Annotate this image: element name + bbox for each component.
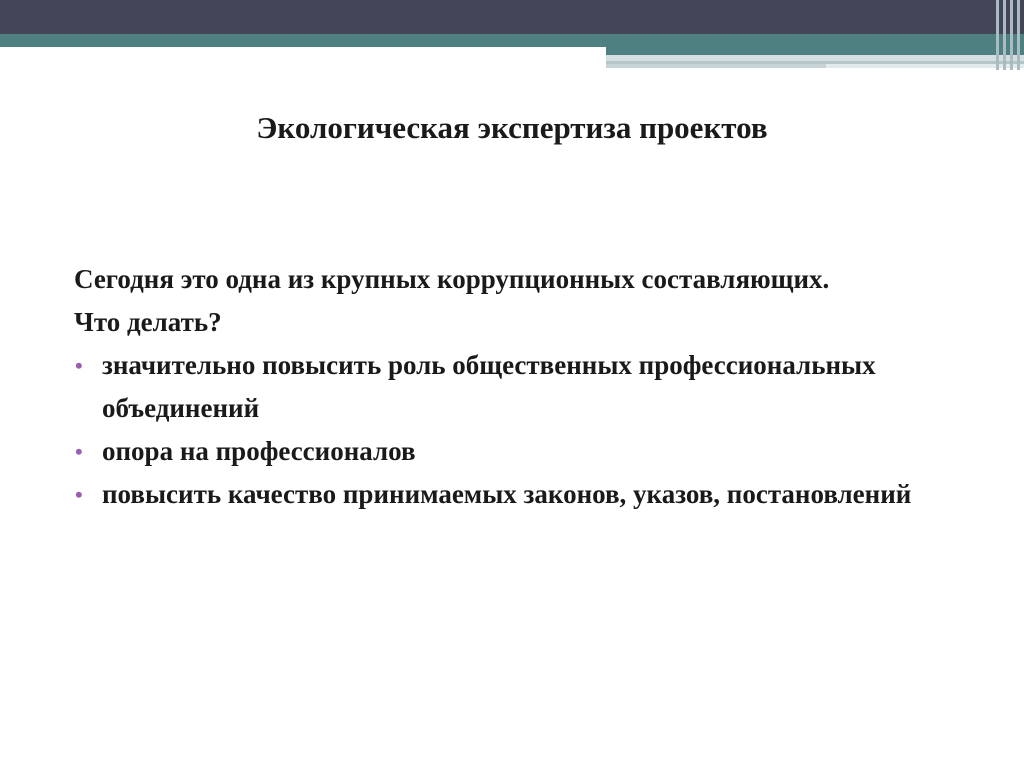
bullet-icon: • [75, 353, 83, 378]
bullet-icon: • [75, 439, 83, 464]
bullet-list [74, 344, 934, 516]
corner-stripes [994, 0, 1024, 70]
teal-band [0, 34, 1024, 47]
bullet-icon: • [75, 482, 83, 507]
bullet-item [74, 473, 934, 516]
bullet-text: опора на профессионалов [102, 436, 416, 466]
body-paragraph: Что делать? [74, 307, 222, 337]
slide-body [74, 258, 934, 516]
top-dark-band [0, 0, 1024, 34]
body-paragraph: Сегодня это одна из крупных коррупционных составляющих. [74, 264, 830, 294]
teal-step-band [606, 47, 1024, 55]
light-band-short [606, 64, 826, 68]
bullet-item [74, 344, 934, 430]
bullet-item [74, 430, 934, 473]
bullet-text: значительно повысить роль общественных профессиональных объединений [102, 350, 876, 423]
bullet-text: повысить качество принимаемых законов, указов, постановлений [102, 479, 912, 509]
slide-title: Экологическая экспертиза проектов [256, 110, 768, 145]
